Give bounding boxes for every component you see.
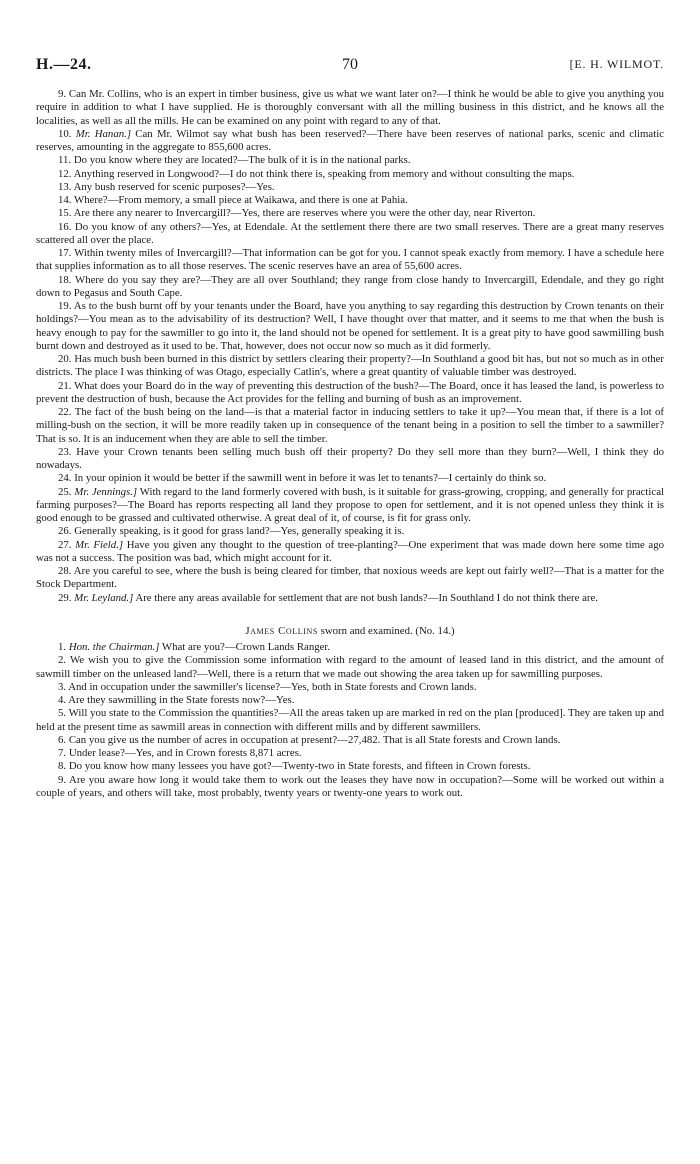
- question-paragraph: [36, 694, 664, 707]
- question-paragraph: [36, 194, 664, 207]
- question-text: Has much bush been burned in this district by settlers clearing their property?—In Southland a good bit has, but not so much as in other districts. The place I was thinking of was Otago, especially Catlin's, where a great quantity of valuable timber was destroyed.: [36, 353, 664, 379]
- question-text: Can you give us the number of acres in occupation at present?—27,482. That is all State forests and Crown lands.: [68, 733, 561, 746]
- question-number: 20.: [58, 353, 72, 365]
- question-number: 9.: [58, 88, 67, 100]
- question-paragraph: [36, 760, 664, 773]
- question-paragraph: [36, 486, 664, 526]
- question-number: 9.: [58, 773, 67, 786]
- witness-heading-rest: sworn and examined. (No. 14.): [320, 624, 455, 637]
- question-number: 22.: [58, 406, 72, 418]
- question-paragraph: [36, 353, 664, 380]
- question-number: 16.: [58, 220, 72, 233]
- question-number: 10.: [58, 127, 72, 140]
- question-text: Can Mr. Wilmot say what bush has been reserved?—There have been reserves of national parks, scenic and climatic reserves, amounting in the aggregate to 855,600 acres.: [36, 127, 664, 153]
- page-number: 70: [342, 56, 358, 73]
- question-paragraph: [36, 221, 664, 248]
- question-text: Within twenty miles of Invercargill?—That information can be got for you. I cannot speak exactly from memory. I have a schedule here that supplies information as to all those reserves. The scenic reserves have an area of 55,600 acres.: [36, 247, 664, 273]
- question-number: 28.: [58, 565, 72, 577]
- question-text: Are there any nearer to Invercargill?—Yes, there are reserves where you were the other day, near Riverton.: [73, 207, 536, 220]
- question-paragraph: [36, 565, 664, 592]
- speaker-name: Mr. Field.]: [75, 538, 124, 551]
- question-text: Will you state to the Commission the quantities?—All the areas taken up are marked in red on the plan [produced]. They are taken up and held at the present time as sawmill areas in connection with different mills and by different sawmillers.: [36, 707, 664, 733]
- speaker-name: Hon. the Chairman.]: [68, 641, 160, 653]
- question-text: What are you?—Crown Lands Ranger.: [161, 641, 331, 653]
- page-header: [36, 56, 664, 78]
- question-paragraph: [36, 300, 664, 353]
- speaker-name: Mr. Hanan.]: [75, 127, 132, 140]
- question-text: Can Mr. Collins, who is an expert in timber business, give us what we want later on?—I think he would be able to give you anything you require in addition to what I have supplied. He is thoroughly conversant with all the milling business in this district, and he knows all the localities, as well as all the mills. He can be examined on any point with regard to any of that.: [36, 88, 664, 127]
- question-number: 27.: [58, 538, 72, 551]
- question-text: As to the bush burnt off by your tenants under the Board, have you anything to say regarding this destruction by Crown tenants on their holdings?—You mean as to the advisability of its destruction? Well, I have thought over that matter, and it seems to me that when the bush is heavy enough to pay for the sawmiller to go into it, the land should not be opened for settlement. It is a great pity to have good sawmilling bush burnt down and destroyed as it used to be. That, however, does not occur now so much as it did formerly.: [36, 300, 664, 352]
- question-paragraph: [36, 734, 664, 747]
- question-number: 26.: [58, 525, 72, 538]
- question-number: 14.: [58, 194, 72, 206]
- question-number: 4.: [58, 694, 67, 706]
- witness-name: [E. H. WILMOT.: [569, 57, 664, 71]
- question-text: Are they sawmilling in the State forests now?—Yes.: [68, 694, 295, 706]
- question-text: Any bush reserved for scenic purposes?—Yes.: [73, 180, 275, 193]
- question-text: We wish you to give the Commission some information with regard to the amount of leased land in this district, and the amount of sawmill timber on the unleased land?—Well, there is a return that we made out showing the area taken up for sawmilling purposes.: [36, 654, 664, 680]
- section-heading: [36, 625, 664, 638]
- question-text: Anything reserved in Longwood?—I do not think there is, speaking from memory and without consulting the maps.: [73, 167, 575, 180]
- question-text: Do you know where they are located?—The bulk of it is in the national parks.: [73, 154, 411, 167]
- question-text: With regard to the land formerly covered with bush, is it suitable for grass-growing, cropping, and generally for practical farming purposes?—The Board has reports respecting all land they propose to open for settlement, and it is not opened unless they think it is good enough to be grassed and cultivated otherwise. A great deal of it, of course, is fit for grass only.: [36, 485, 664, 524]
- speaker-name: Mr. Jennings.]: [74, 485, 138, 498]
- wilmot-examination: [36, 88, 664, 605]
- question-text: Are you careful to see, where the bush is being cleared for timber, that noxious weeds are kept out fairly well?—That is a matter for the Stock Department.: [36, 565, 664, 591]
- question-number: 24.: [58, 472, 72, 485]
- question-paragraph: [36, 472, 664, 485]
- question-paragraph: [36, 681, 664, 694]
- question-text: Are there any areas available for settlement that are not bush lands?—In Southland I do not think there are.: [135, 591, 599, 604]
- question-number: 17.: [58, 247, 72, 259]
- paper-reference: H.—24.: [36, 56, 92, 73]
- question-number: 6.: [58, 733, 67, 746]
- collins-examination: [36, 641, 664, 800]
- question-number: 15.: [58, 207, 72, 220]
- witness-heading-name: James Collins: [245, 624, 318, 637]
- question-paragraph: [36, 181, 664, 194]
- question-number: 3.: [58, 680, 67, 693]
- question-text: Do you know how many lessees you have got?—Twenty-two in State forests, and fifteen in Crown forests.: [68, 760, 531, 773]
- question-paragraph: [36, 446, 664, 473]
- question-paragraph: [36, 641, 664, 654]
- question-text: In your opinion it would be better if the sawmill went in before it was let to tenants?—I certainly do think so.: [74, 472, 547, 485]
- question-text: What does your Board do in the way of preventing this destruction of the bush?—The Board, once it has leased the land, is powerless to prevent the destruction of bush, because the Act provides for the felling and burning of bush as an improvement.: [36, 379, 664, 405]
- question-paragraph: [36, 525, 664, 538]
- question-paragraph: [36, 247, 664, 274]
- question-paragraph: [36, 168, 664, 181]
- question-text: Do you know of any others?—Yes, at Edendale. At the settlement there there are two small reserves. There are a great many reserves scattered all over the place.: [36, 220, 664, 246]
- question-number: 8.: [58, 760, 67, 773]
- question-paragraph: [36, 592, 664, 605]
- question-text: Generally speaking, is it good for grass land?—Yes, generally speaking it is.: [74, 525, 405, 538]
- question-number: 21.: [58, 379, 72, 392]
- question-paragraph: [36, 274, 664, 301]
- question-number: 12.: [58, 167, 72, 180]
- question-text: Have you given any thought to the question of tree-planting?—One experiment that was made down here some time ago was not a success. The position was bad, which might account for it.: [36, 538, 664, 564]
- question-paragraph: [36, 154, 664, 167]
- question-paragraph: [36, 747, 664, 760]
- question-text: Have your Crown tenants been selling much bush off their property? Do they sell more than they burn?—Well, I think they do nowadays.: [36, 445, 665, 471]
- question-text: Where?—From memory, a small piece at Waikawa, and there is one at Pahia.: [74, 194, 408, 206]
- question-text: And in occupation under the sawmiller's license?—Yes, both in State forests and Crown lands.: [68, 680, 477, 693]
- question-paragraph: [36, 654, 664, 681]
- document-body: [36, 88, 664, 800]
- question-paragraph: [36, 774, 664, 801]
- question-number: 25.: [58, 485, 72, 498]
- question-number: 18.: [58, 273, 72, 286]
- question-paragraph: [36, 88, 664, 128]
- question-text: Where do you say they are?—They are all over Southland; they range from close handy to Invercargill, Edendale, and they go right down to Pegasus and South Cape.: [36, 273, 664, 299]
- question-number: 23.: [58, 445, 72, 458]
- question-number: 2.: [58, 654, 67, 667]
- question-number: 11.: [58, 154, 72, 167]
- speaker-name: Mr. Leyland.]: [74, 591, 134, 604]
- question-number: 1.: [58, 641, 67, 653]
- question-text: The fact of the bush being on the land—is that a material factor in inducing settlers to take it up?—You mean that, if there is a lot of milling-bush on the section, it will be more readily taken up in consequence of the tenant being in a position to sell the timber to a sawmiller? That is so. It is an inducement when they are able to sell the timber.: [36, 406, 664, 445]
- question-text: Are you aware how long it would take them to work out the leases they have now in occupation?—Some will be worked out within a couple of years, and others will take, most probably, twenty years or twenty-one years to work out.: [36, 773, 665, 799]
- question-number: 29.: [58, 591, 72, 604]
- question-number: 5.: [58, 707, 67, 720]
- question-text: Under lease?—Yes, and in Crown forests 8,871 acres.: [68, 747, 302, 759]
- question-paragraph: [36, 207, 664, 220]
- question-paragraph: [36, 539, 664, 566]
- question-paragraph: [36, 380, 664, 407]
- question-number: 13.: [58, 180, 72, 193]
- question-paragraph: [36, 406, 664, 446]
- question-number: 19.: [58, 300, 72, 312]
- question-paragraph: [36, 707, 664, 734]
- question-number: 7.: [58, 747, 67, 759]
- question-paragraph: [36, 128, 664, 155]
